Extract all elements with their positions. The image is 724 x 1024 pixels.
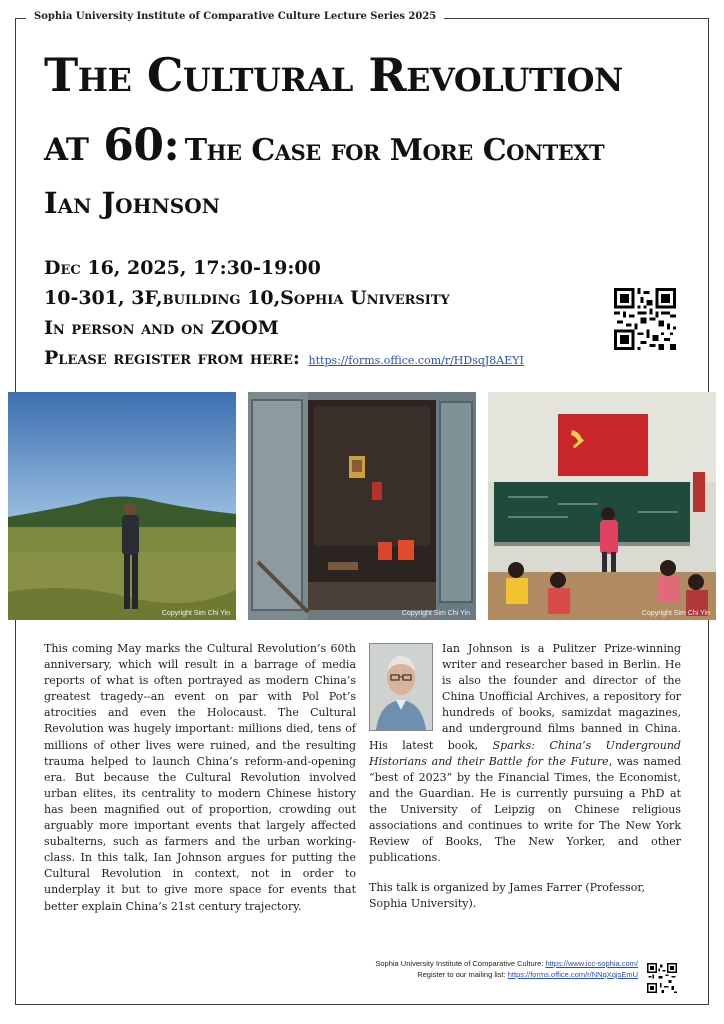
photo-man-in-field [8,392,236,620]
event-datetime: Dec 16, 2025, 17:30-19:00 [44,257,321,279]
register-link[interactable]: https://forms.office.com/r/HDsqJ8AEYI [308,354,524,367]
photo-doorway [248,392,476,620]
speaker-bio-column [369,641,681,913]
event-info [44,253,524,373]
event-venue: 10-301, 3F,building 10,Sophia University [44,287,450,309]
book-title: Sparks: China’s Underground Historians and their Battle for the Future [369,738,681,768]
speaker-portrait [369,643,433,731]
registration-qr-code-icon[interactable] [614,288,676,350]
bio-text-part-1: Ian Johnson is a Pulitzer Prize-winning writer and researcher based in Berlin. He is also the founder and director of the China Unofficial Archives, a repository for hundreds of books, samizdat magazines, and underground films banned in China. His latest book, [369,642,681,752]
title-line-1: The Cultural Revolution [44,48,623,102]
title-line-2 [44,120,604,171]
organizer-note: This talk is organized by James Farrer (Professor, Sophia University). [369,881,645,911]
photo-credit: Copyright Sim Chi Yin [161,610,230,617]
bio-text-part-2: , was named “best of 2023” by the Financial Times, the Economist, and the Guardian. He is currently pursuing a PhD at the University of Leipzig on Chinese religious associations and continues to write for The New York Review of Books, The New Yorker, and other publications. [369,754,681,865]
footer-mailing-line [375,969,638,980]
photo-classroom [488,392,716,620]
title-subtitle: The Case for More Context [184,133,605,168]
event-format: In person and on ZOOM [44,317,279,339]
speaker-name: Ian Johnson [44,186,220,220]
photo-credit: Copyright Sim Chi Yin [401,610,470,617]
footer-icc-label: Sophia University Institute of Comparative Culture: [375,959,544,968]
footer-icc-link[interactable]: https://www.icc-sophia.com/ [545,959,638,968]
footer-links [375,958,638,980]
talk-abstract: This coming May marks the Cultural Revolution’s 60th anniversary, which will result in a barrage of media reports of what is often portrayed as modern China’s greatest tragedy--an event on par with Pol Pot’s atrocities and even the Holocaust. The Cultural Revolution was hugely important: millions died, tens of millions of other lives were ruined, and the resulting trauma helped to launch China’s reform-and-opening era. But because the Cultural Revolution involved urban elites, its centrality to modern Chinese history has been magnified out of proportion, crowding out arguably more important events that largely affected subalterns, such as farmers and the urban working-class. In this talk, Ian Johnson argues for putting the Cultural Revolution in context, not in order to underplay it but to give more space for events that better explain China’s 21st century trajectory. [44,642,356,913]
register-line [44,343,524,373]
lecture-series-label: Sophia University Institute of Comparative Culture Lecture Series 2025 [26,11,444,22]
footer-mailing-label: Register to our mailing list: [417,970,506,979]
footer-icc-line [375,958,638,969]
title-main: at 60: [44,120,180,171]
photo-credit: Copyright Sim Chi Yin [641,610,710,617]
mailing-list-qr-code-icon[interactable] [647,963,677,993]
footer-mailing-link[interactable]: https://forms.office.com/r/NNqXqjsEmU [507,970,638,979]
register-label: Please register from here: [44,347,300,369]
